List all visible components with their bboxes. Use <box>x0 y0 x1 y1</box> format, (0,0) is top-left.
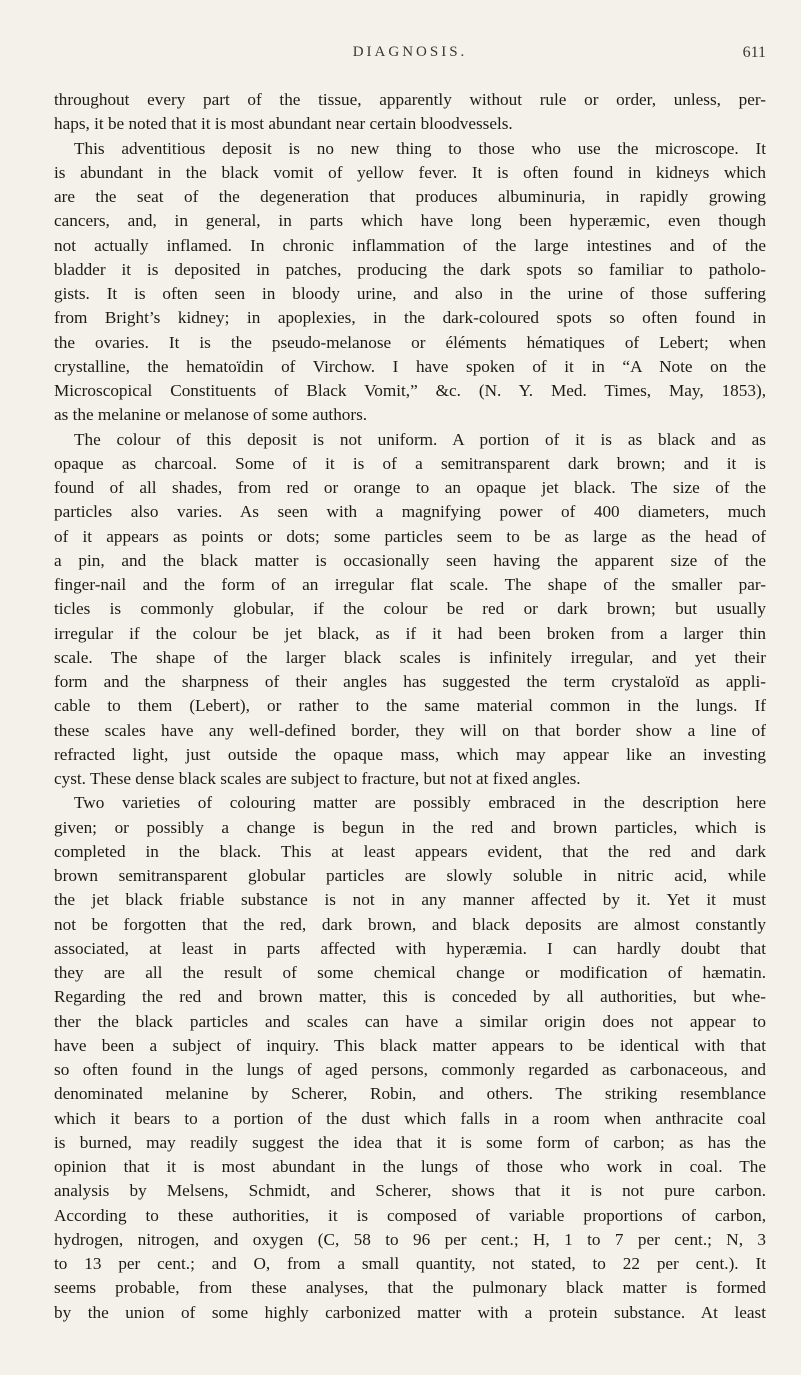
text-line: analysis by Melsens, Schmidt, and Scherer, shows that it is not pure carbon. <box>54 1181 766 1201</box>
text-line: opinion that it is most abundant in the lungs of those who work in coal. The <box>54 1157 766 1176</box>
text-line: cyst. These dense black scales are subject to fracture, but not at fixed angles. <box>54 769 581 788</box>
text-line: form and the sharpness of their angles has suggested the term crystaloïd as appli- <box>54 672 766 691</box>
text-line: denominated melanine by Scherer, Robin, and others. The striking resemblance <box>54 1084 766 1104</box>
text-line: Microscopical Constituents of Black Vomit,” &c. (N. Y. Med. Times, May, 1853), <box>54 381 766 400</box>
text-line: Two varieties of colouring matter are possibly embraced in the description here <box>74 793 766 813</box>
text-line: finger-nail and the form of an irregular flat scale. The shape of the smaller par- <box>54 575 766 594</box>
text-line: brown semitransparent globular particles are slowly soluble in nitric acid, while <box>54 866 766 885</box>
text-line: scale. The shape of the larger black scales is infinitely irregular, and yet their <box>54 647 766 667</box>
text-line: by the union of some highly carbonized matter with a protein substance. At least <box>54 1302 766 1322</box>
text-line: This adventitious deposit is no new thing to those who use the microscope. It <box>74 138 766 158</box>
text-line: found of all shades, from red or orange to an opaque jet black. The size of the <box>54 478 766 497</box>
text-line: Regarding the red and brown matter, this is conceded by all authorities, but whe- <box>54 987 766 1007</box>
text-line: hydrogen, nitrogen, and oxygen (C, 58 to 96 per cent.; H, 1 to 7 per cent.; N, 3 <box>54 1229 766 1249</box>
text-line: so often found in the lungs of aged persons, commonly regarded as carbonaceous, and <box>54 1060 766 1079</box>
body-text <box>54 88 766 1325</box>
text-line: are the seat of the degeneration that produces albuminuria, in rapidly growing <box>54 187 766 206</box>
text-line: particles also varies. As seen with a magnifying power of 400 diameters, much <box>54 502 766 522</box>
text-line: gists. It is often seen in bloody urine, and also in the urine of those suffering <box>54 284 766 303</box>
text-line: which it bears to a portion of the dust which falls in a room when anthracite coal <box>54 1108 766 1128</box>
text-line: cable to them (Lebert), or rather to the same material common in the lungs. If <box>54 696 766 716</box>
text-line: is burned, may readily suggest the idea that it is some form of carbon; as has the <box>54 1132 766 1152</box>
text-line: refracted light, just outside the opaque mass, which may appear like an investing <box>54 744 766 764</box>
text-line: irregular if the colour be jet black, as if it had been broken from a larger thin <box>54 623 766 643</box>
text-line: cancers, and, in general, in parts which have long been hyperæmic, even though <box>54 211 766 231</box>
text-line: is abundant in the black vomit of yellow fever. It is often found in kidneys which <box>54 162 766 182</box>
text-line: the ovaries. It is the pseudo-melanose or éléments hématiques of Lebert; when <box>54 332 766 352</box>
text-line: given; or possibly a change is begun in the red and brown particles, which is <box>54 817 766 837</box>
text-line: bladder it is deposited in patches, producing the dark spots so familiar to patholo- <box>54 259 766 279</box>
text-line: as the melanine or melanose of some authors. <box>54 405 368 425</box>
text-line: the jet black friable substance is not in any manner affected by it. Yet it must <box>54 890 766 910</box>
text-line: ther the black particles and scales can have a similar origin does not appear to <box>54 1011 766 1031</box>
text-line: ticles is commonly globular, if the colour be red or dark brown; but usually <box>54 599 766 619</box>
text-line: to 13 per cent.; and O, from a small quantity, not stated, to 22 per cent.). It <box>54 1254 766 1273</box>
text-line: completed in the black. This at least appears evident, that the red and dark <box>54 841 766 861</box>
text-line: not actually inflamed. In chronic inflammation of the large intestines and of the <box>54 235 766 255</box>
text-line: The colour of this deposit is not uniform. A portion of it is as black and as <box>74 429 766 449</box>
text-line: they are all the result of some chemical change or modification of hæmatin. <box>54 963 766 982</box>
text-line: these scales have any well-defined border, they will on that border show a line of <box>54 720 766 740</box>
text-line: associated, at least in parts affected with hyperæmia. I can hardly doubt that <box>54 938 766 958</box>
text-line: from Bright’s kidney; in apoplexies, in the dark-coloured spots so often found in <box>54 308 766 328</box>
text-line: throughout every part of the tissue, apparently without rule or order, unless, per- <box>54 90 766 109</box>
text-line: opaque as charcoal. Some of it is of a semitransparent dark brown; and it is <box>54 453 766 473</box>
text-line: a pin, and the black matter is occasionally seen having the apparent size of the <box>54 550 766 570</box>
text-line: According to these authorities, it is composed of variable proportions of carbon, <box>54 1205 766 1225</box>
text-line: not be forgotten that the red, dark brown, and black deposits are almost constantly <box>54 914 766 934</box>
page-number: 611 <box>742 44 766 61</box>
text-line: seems probable, from these analyses, that the pulmonary black matter is formed <box>54 1278 766 1298</box>
running-head-title: DIAGNOSIS. <box>352 44 468 60</box>
text-line: have been a subject of inquiry. This black matter appears to be identical with that <box>54 1035 766 1055</box>
text-line: haps, it be noted that it is most abundant near certain bloodvessels. <box>54 114 513 134</box>
text-line: of it appears as points or dots; some particles seem to be as large as the head of <box>54 526 766 546</box>
text-line: crystalline, the hematoïdin of Virchow. I have spoken of it in “A Note on the <box>54 356 766 376</box>
running-head <box>54 44 766 68</box>
